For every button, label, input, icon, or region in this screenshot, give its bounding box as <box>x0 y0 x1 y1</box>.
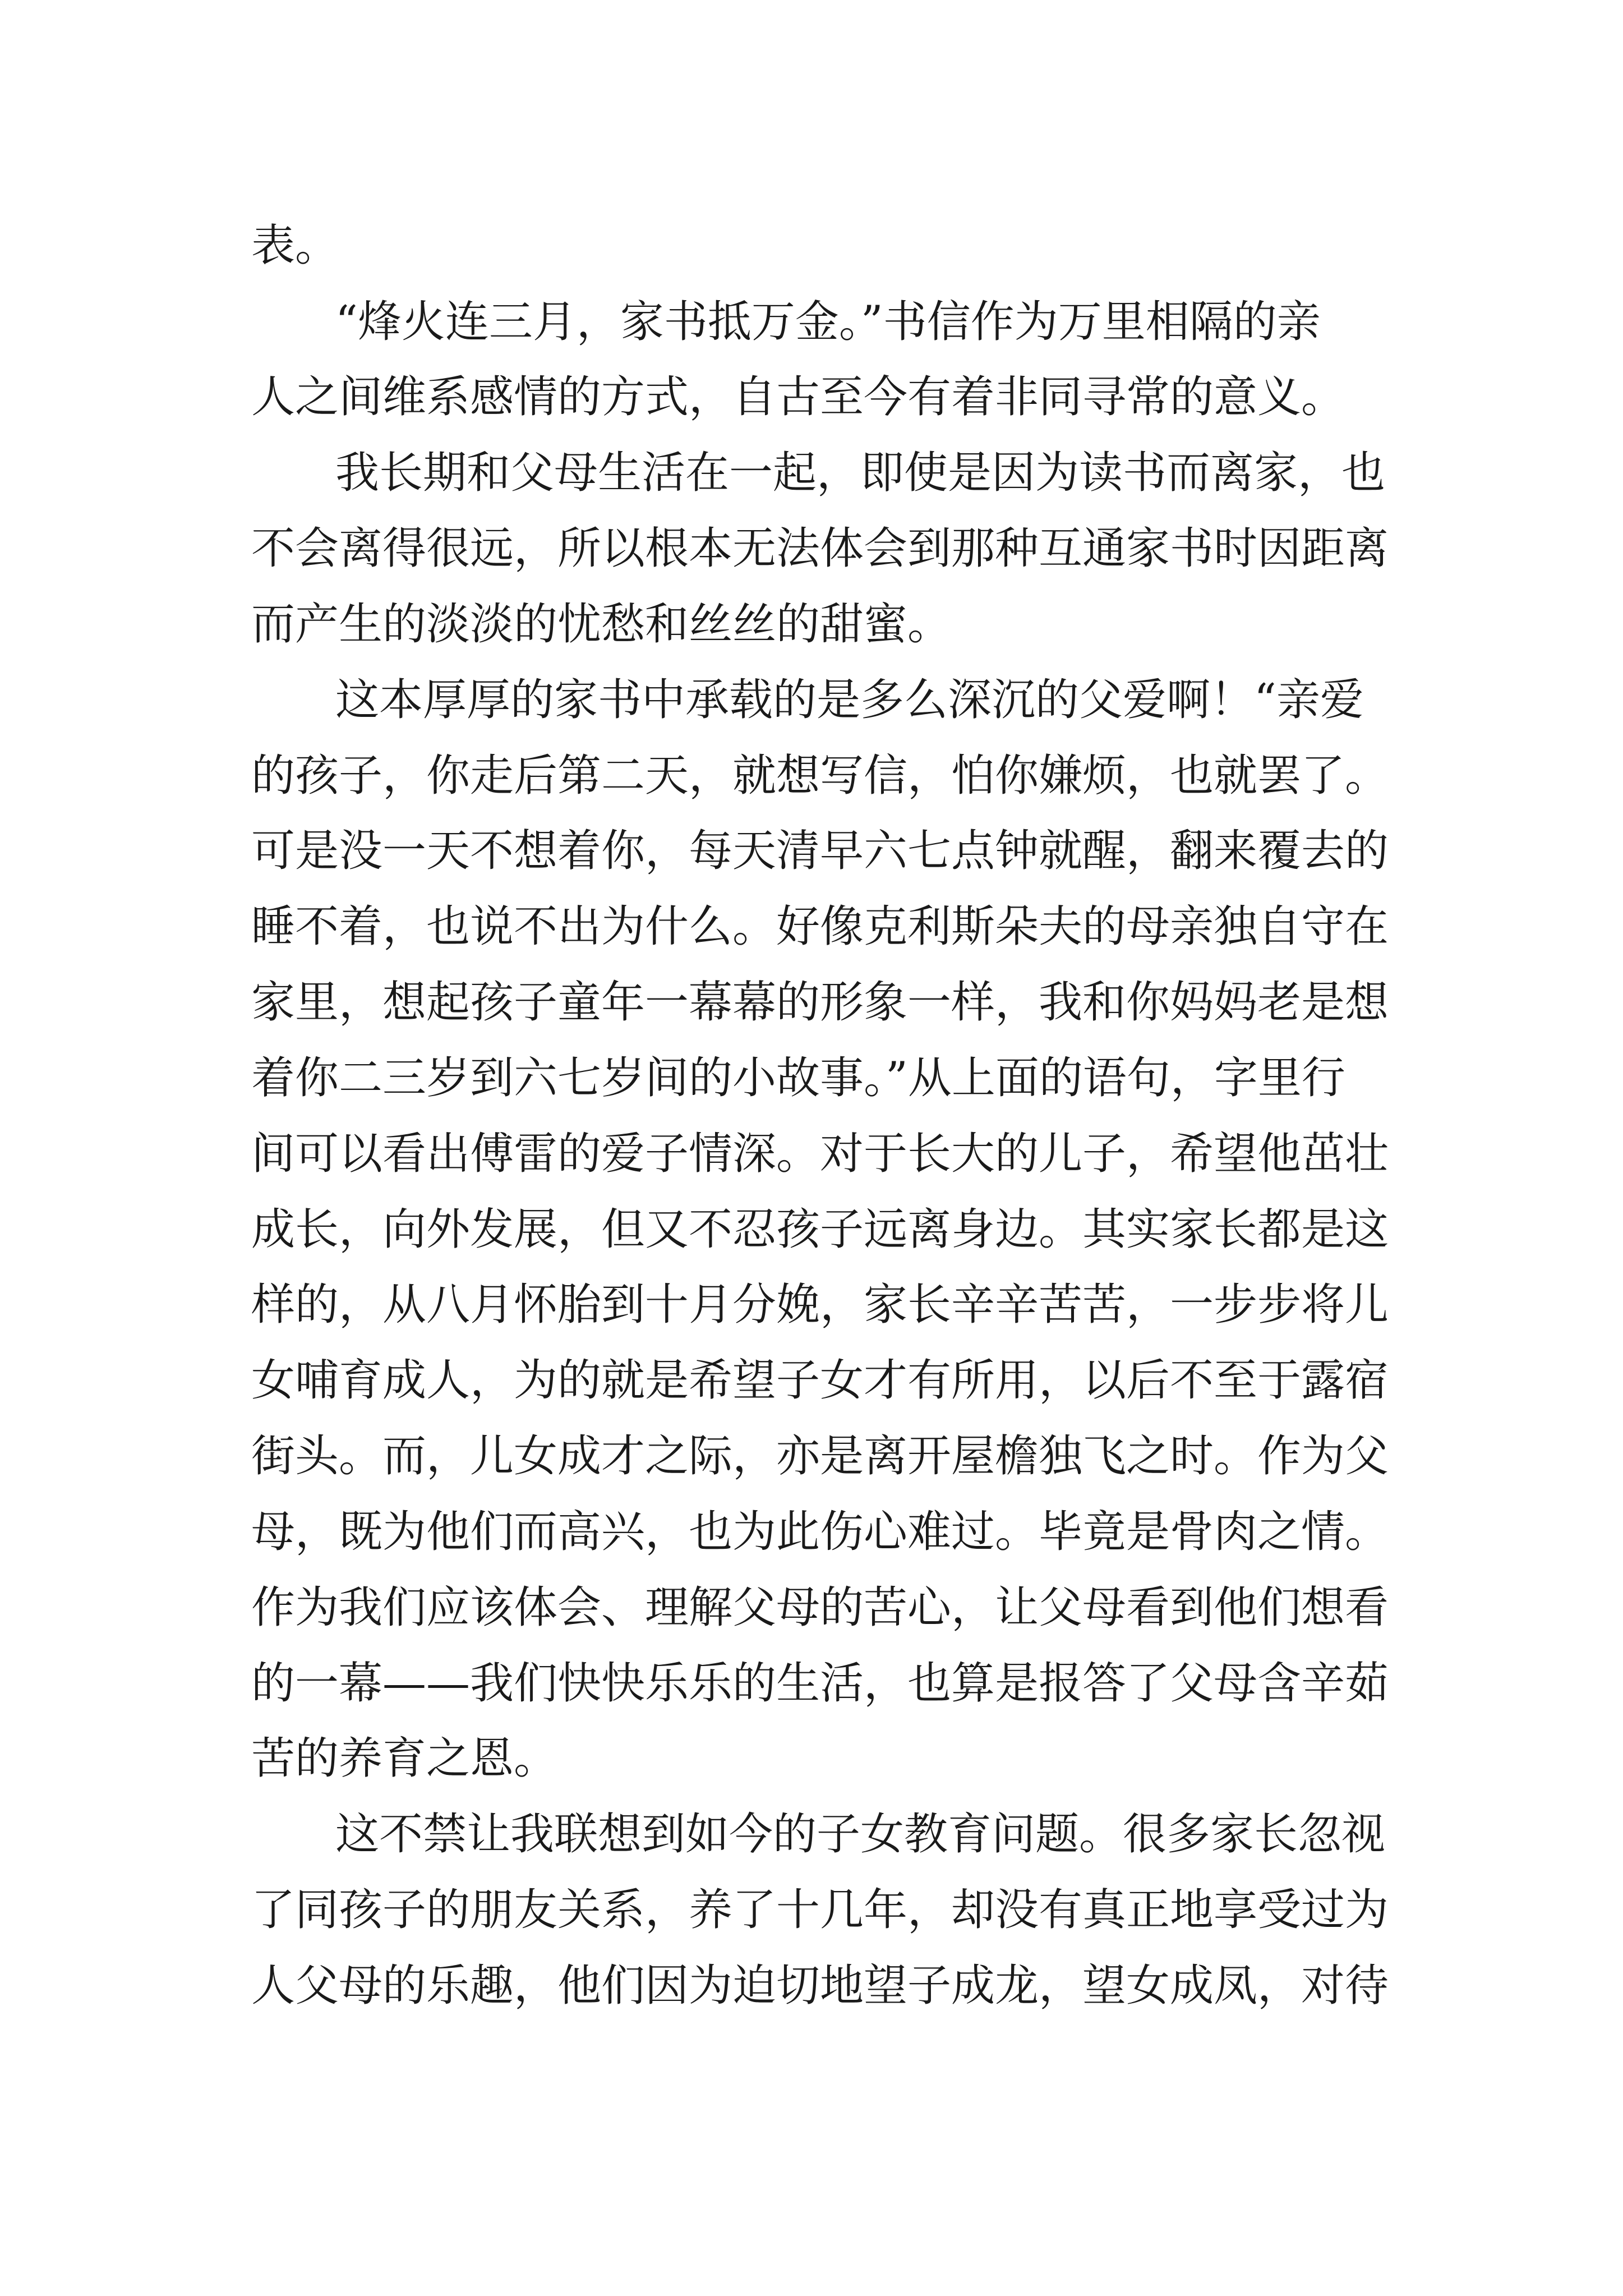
paragraph-first-line: 这本厚厚的家书中承载的是多么深沉的父爱啊！“亲爱 <box>335 675 1364 725</box>
text-line: 着你二三岁到六七岁间的小故事。”从上面的语句，字里行 <box>251 1053 1345 1103</box>
text-line: 成长，向外发展，但又不忍孩子远离身边。其实家长都是这 <box>251 1204 1389 1255</box>
text-line: 女哺育成人，为的就是希望子女才有所用，以后不至于露宿 <box>251 1355 1389 1406</box>
text-line: 样的，从八月怀胎到十月分娩，家长辛辛苦苦，一步步将儿 <box>251 1280 1389 1330</box>
text-line: 的一幕——我们快快乐乐的生活，也算是报答了父母含辛茹 <box>251 1658 1389 1709</box>
text-line: 家里，想起孩子童年一幕幕的形象一样，我和你妈妈老是想 <box>251 977 1389 1028</box>
text-line: 街头。而，儿女成才之际，亦是离开屋檐独飞之时。作为父 <box>251 1431 1389 1481</box>
text-line: 作为我们应该体会、理解父母的苦心，让父母看到他们想看 <box>251 1582 1389 1633</box>
text-line: 母，既为他们而高兴，也为此伤心难过。毕竟是骨肉之情。 <box>251 1507 1389 1557</box>
text-line: 的孩子，你走后第二天，就想写信，怕你嫌烦，也就罢了。 <box>251 751 1389 801</box>
text-line: 人之间维系感情的方式，自古至今有着非同寻常的意义。 <box>251 372 1345 422</box>
paragraph-first-line: “烽火连三月，家书抵万金。”书信作为万里相隔的亲 <box>335 297 1321 347</box>
paragraph-first-line: 我长期和父母生活在一起，即使是因为读书而离家，也 <box>335 448 1386 498</box>
text-line: 表。 <box>251 220 339 271</box>
text-line: 睡不着，也说不出为什么。好像克利斯朵夫的母亲独自守在 <box>251 901 1389 952</box>
text-line: 间可以看出傅雷的爱子情深。对于长大的儿子，希望他茁壮 <box>251 1129 1389 1179</box>
text-line: 可是没一天不想着你，每天清早六七点钟就醒，翻来覆去的 <box>251 826 1389 876</box>
text-line: 人父母的乐趣，他们因为迫切地望子成龙，望女成凤，对待 <box>251 1961 1389 2011</box>
text-line: 而产生的淡淡的忧愁和丝丝的甜蜜。 <box>251 599 952 650</box>
text-line: 不会离得很远，所以根本无法体会到那种互通家书时因距离 <box>251 523 1389 574</box>
text-line: 苦的养育之恩。 <box>251 1733 558 1784</box>
text-line: 了同孩子的朋友关系，养了十几年，却没有真正地享受过为 <box>251 1885 1389 1935</box>
paragraph-first-line: 这不禁让我联想到如今的子女教育问题。很多家长忽视 <box>335 1809 1386 1860</box>
